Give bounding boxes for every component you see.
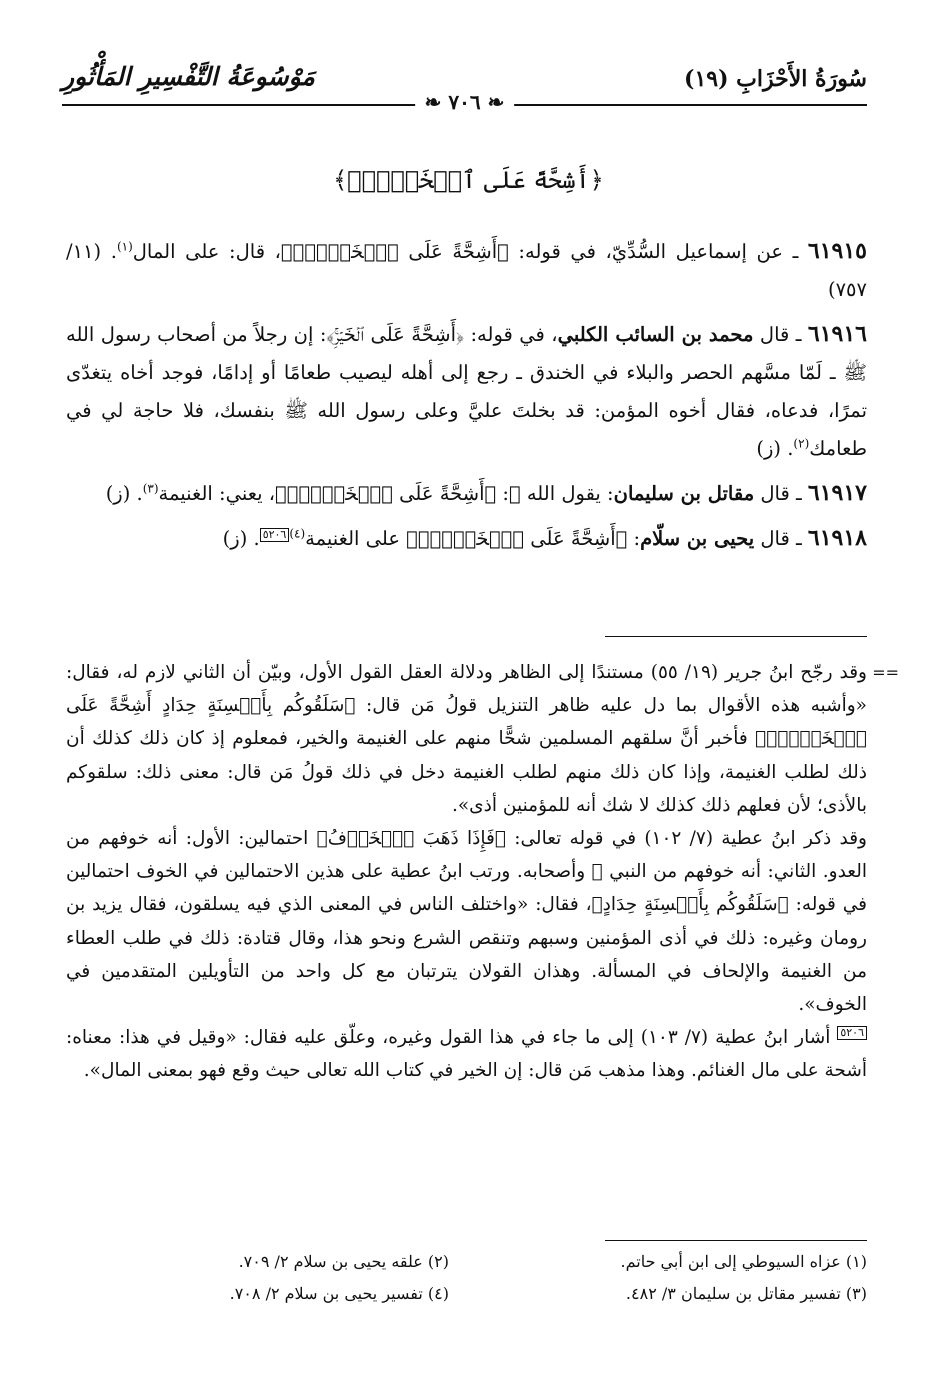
entry-61915: [66, 232, 867, 309]
narrator-name: محمد بن السائب الكلبي: [557, 323, 754, 346]
footnote-2: (٢) علقه يحيى بن سلام ٢/ ٧٠٩.: [238, 1252, 449, 1271]
book-title: مَوْسُوعَةُ التَّفْسِيرِ المَأْثُورِ: [62, 62, 315, 91]
entry-61918: [66, 519, 867, 558]
entry-text: ، في قوله: ﴿أَشِحَّةً عَلَى ٱلۡخَيۡرِۚ﴾: إن رجلاً من أصحاب رسول الله ﷺ ـ لَمّا مسَّهم الحصر والبلاء في الخندق ـ رجع إلى أهله ليصيب طعامًا أو إدامًا، فوجد أخاه يتغدّى تمرًا، فدعاه، فقال أخوه المؤمن: قد بخلتَ عليَّ وعلى رسول الله ﷺ بنفسك، فلا حاجة لي في طعامك: [66, 323, 867, 460]
entry-text: ـ عن إسماعيل السُّدِّيّ، في قوله: ﴿أَشِحَّةً عَلَى ٱلۡخَيۡرِۚ﴾، قال: على المال: [132, 240, 808, 263]
narrator-name: مقاتل بن سليمان: [613, 482, 755, 505]
surah-title: سُورَةُ الأَحْزَابِ (١٩): [684, 66, 867, 92]
entry-source: . (ز): [756, 437, 794, 460]
footnote-ref: (٣): [142, 481, 159, 496]
entry-source: . (١١/ ٧٥٧): [66, 240, 867, 301]
page-header: [62, 62, 867, 114]
ayah-heading: ﴿أَشِحَّةً عَلَى ٱلۡخَيۡرِۚ﴾: [333, 166, 604, 194]
entry-prefix: ـ قال: [754, 527, 808, 550]
commentary-notes: [66, 656, 899, 1088]
footnote-3: (٣) تفسير مقاتل بن سليمان ٣/ ٤٨٢.: [625, 1284, 867, 1303]
entry-61917: [66, 474, 867, 513]
entry-prefix: ـ قال: [753, 323, 808, 346]
note-box-ref: ٥٢٠٦: [260, 528, 290, 542]
narrator-name: يحيى بن سلّام: [640, 527, 755, 550]
entry-text: : ﴿أَشِحَّةً عَلَى ٱلۡخَيۡرِۚ﴾ على الغنيمة: [305, 527, 641, 550]
entry-prefix: ـ قال: [754, 482, 808, 505]
entry-text: : يقول الله ﷻ: ﴿أَشِحَّةً عَلَى ٱلۡخَيۡرِۚ﴾، يعني: الغنيمة: [158, 482, 614, 505]
note-paragraph-1: وقد رجّح ابنُ جرير (١٩/ ٥٥) مستندًا إلى الظاهر ودلالة العقل القول الأول، وبيّن أن الثاني لازم له، فقال: «وأشبه هذه الأقوال بما دل عليه ظاهر التنزيل قولُ مَن قال: ﴿سَلَقُوكُم بِأَلۡسِنَةٍ حِدَادٍ أَشِحَّةً عَلَى ٱلۡخَيۡرِۚ﴾ فأخبر أنَّ سلقهم المسلمين شحًّا منهم على الغنيمة والخير، فمعلوم إذ كان ذلك كذلك أن ذلك لطلب الغنيمة، وإذا كان ذلك منهم لطلب الغنيمة دخل في ذلك قولُ مَن قال: معنى ذلك: سلقوكم بالأذى؛ لأن فعلهم ذلك كذلك لا شك أنه للمؤمنين أذى».: [66, 662, 867, 816]
footnote-1: (١) عزاه السيوطي إلى ابن أبي حاتم.: [620, 1252, 867, 1271]
note-paragraph-3: ٥٢٠٦ أشار ابنُ عطية (٧/ ١٠٣) إلى ما جاء في هذا القول وغيره، وعلّق عليه فقال: «وقيل في هذا: معناه: أشحة على مال الغنائم. وهذا مذهب مَن قال: إن الخير في كتاب الله تعالى حيث وقع فهو بمعنى المال».: [66, 1026, 867, 1082]
entry-number: ٦١٩١٨: [807, 525, 867, 551]
entry-61916: [66, 315, 867, 468]
footnote-ref: (٢): [793, 436, 810, 451]
entry-source: . (ز): [222, 527, 260, 550]
footnote-ref: (١): [116, 239, 133, 254]
page-number: ❧ ٧٠٦ ❧: [415, 90, 515, 114]
footnotes-separator: [605, 1240, 867, 1241]
note-box-ref: ٥٢٠٦: [837, 1026, 867, 1040]
narrations: [66, 232, 867, 564]
footnote-4: (٤) تفسير يحيى بن سلام ٢/ ٧٠٨.: [229, 1284, 449, 1303]
entry-number: ٦١٩١٧: [807, 480, 867, 506]
entry-number: ٦١٩١٥: [807, 238, 867, 264]
notes-separator: [605, 636, 867, 637]
note-paragraph-2: وقد ذكر ابنُ عطية (٧/ ١٠٢) في قوله تعالى: ﴿فَإِذَا ذَهَبَ ٱلۡخَوۡفُ﴾ احتمالين: الأول: أنه خوفهم من العدو. الثاني: أنه خوفهم من النبي ﷺ وأصحابه. ورتب ابنُ عطية على هذين الاحتمالين في الخوف احتمالين في قوله: ﴿سَلَقُوكُم بِأَلۡسِنَةٍ حِدَادٍ﴾، فقال: «واختلف الناس في المعنى الذي فيه يسلقون، فقال يزيد بن رومان وغيره: ذلك في أذى المؤمنين وسبهم وتنقص الشرع ونحو هذا، وقال قتادة: ذلك في طلب العطاء من الغنيمة والإلحاف في المسألة. وهذان القولان يترتبان مع كل واحد من التأويلين المتقدمين في الخوف».: [66, 828, 868, 1016]
continuation-marker: ==: [872, 663, 899, 682]
footnote-ref: (٤): [289, 526, 306, 541]
entry-number: ٦١٩١٦: [807, 321, 867, 347]
entry-source: . (ز): [105, 482, 143, 505]
